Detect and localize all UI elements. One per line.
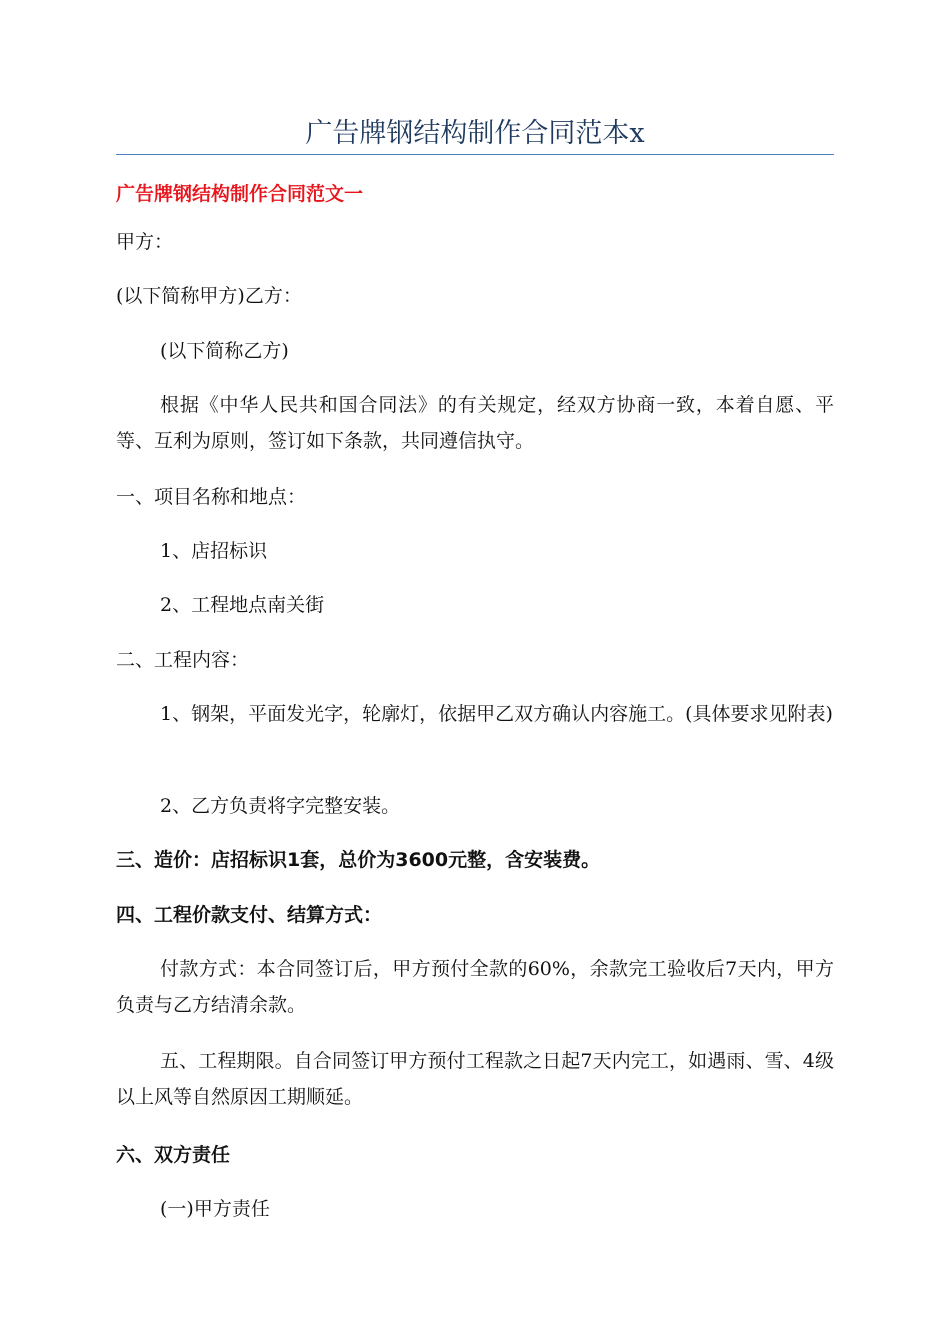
- paragraph-item-2-2: 2、乙方负责将字完整安装。: [160, 795, 401, 817]
- paragraph-item-6-heading: 六、双方责任: [116, 1144, 231, 1166]
- paragraph-item-4-heading: 四、工程价款支付、结算方式：: [116, 904, 383, 926]
- paragraph-preamble: 根据《中华人民共和国合同法》的有关规定，经双方协商一致，本着自愿、平等、互利为原则，签订如下条款，共同遵信执守。: [116, 394, 834, 452]
- paragraph-party-a: 甲方：: [116, 231, 174, 253]
- paragraph-item-3-price: 三、造价：店招标识1套，总价为3600元整，含安装费。: [116, 849, 601, 871]
- section-heading: 广告牌钢结构制作合同范文一: [116, 183, 364, 205]
- paragraph-party-b: (以下简称甲方)乙方：: [116, 285, 302, 307]
- paragraph-item-5-period: 五、工程期限。自合同签订甲方预付工程款之日起7天内完工，如遇雨、雪、4级以上风等自然原因工期顺延。: [116, 1050, 834, 1108]
- paragraph-item-6-1: (一)甲方责任: [160, 1198, 270, 1220]
- paragraph-item-2-heading: 二、工程内容：: [116, 649, 250, 671]
- paragraph-item-1-heading: 一、项目名称和地点：: [116, 486, 307, 508]
- paragraph-party-b-note: (以下简称乙方): [160, 340, 289, 362]
- title-underline: [116, 154, 834, 155]
- paragraph-item-1-2: 2、工程地点南关街: [160, 594, 325, 616]
- paragraph-item-1-1: 1、店招标识: [160, 540, 268, 562]
- document-title: 广告牌钢结构制作合同范本x: [305, 118, 645, 149]
- paragraph-item-2-1: 1、钢架，平面发光字，轮廓灯，依据甲乙双方确认内容施工。(具体要求见附表): [160, 703, 833, 725]
- paragraph-item-4-payment: 付款方式：本合同签订后，甲方预付全款的60%，余款完工验收后7天内，甲方负责与乙方结清余款。: [116, 958, 834, 1016]
